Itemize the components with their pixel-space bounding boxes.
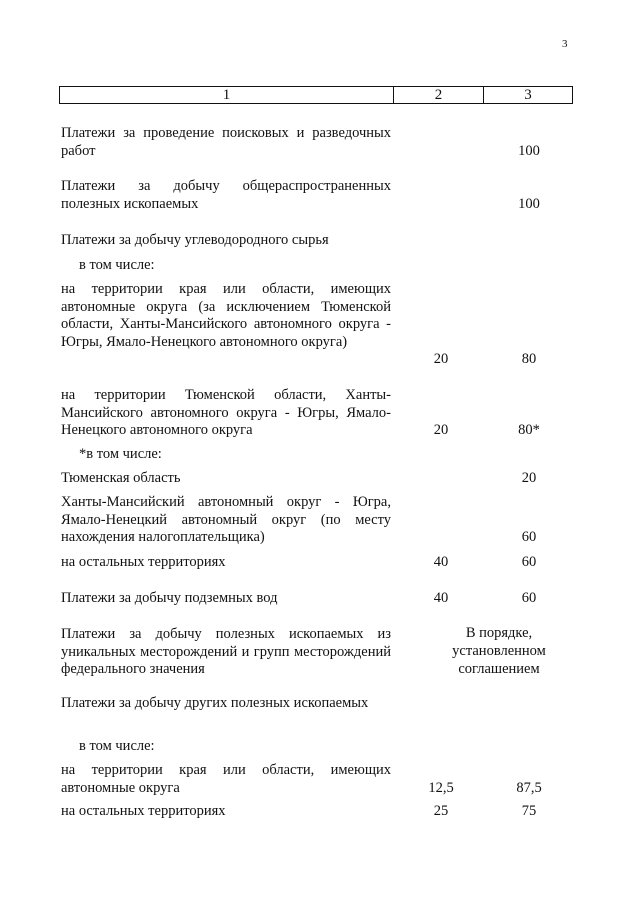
row-col3: 80* [518,422,540,438]
row-col3: 60 [521,590,537,606]
row-label: в том числе: [79,257,155,273]
header-col-3: 3 [524,87,532,103]
row-col2: 40 [433,554,449,570]
row-label: на остальных территориях [61,554,226,570]
row-label: на территории Тюменской области, Ханты-Мансийского автономного округа - Югры, Ямало-Ненецкого автономного округа [61,387,391,438]
header-col-1: 1 [60,87,394,103]
row-col3: 75 [521,803,537,819]
row-label: Платежи за добычу общераспространенных полезных ископаемых [61,178,391,212]
header-col-2: 2 [394,87,484,103]
row-col3: 80 [521,351,537,367]
row-col2: 20 [433,422,449,438]
row-col3: 60 [521,529,537,545]
table-header [59,86,573,104]
page-number: 3 [562,38,568,50]
row-col3: 100 [518,142,540,159]
row-merged-value: В порядке, установленном соглашением [452,625,546,677]
row-label: Платежи за проведение поисковых и разведочных работ [61,125,391,159]
row-label: Платежи за добычу других полезных ископаемых [61,695,369,711]
row-col3: 87,5 [516,779,542,796]
row-label: Ханты-Мансийский автономный округ - Югра, Ямало-Ненецкий автономный округ (по месту нахождения налогоплательщика) [61,494,391,545]
row-col3: 60 [521,554,537,570]
row-label: Тюменская область [61,470,181,486]
row-label: на остальных территориях [61,803,226,819]
row-label: Платежи за добычу полезных ископаемых из уникальных месторождений и групп месторождений федерального значения [61,626,391,677]
row-label: Платежи за добычу углеводородного сырья [61,232,329,248]
row-label: на территории края или области, имеющих автономные округа (за исключением Тюменской области, Ханты-Мансийского автономного округа - Югры, Ямало-Ненецкого автономного округа) [61,281,391,350]
row-col3: 100 [518,195,540,212]
row-label: *в том числе: [79,446,162,462]
row-col2: 40 [433,590,449,606]
row-label: Платежи за добычу подземных вод [61,590,278,606]
row-label: на территории края или области, имеющих автономные округа [61,762,391,796]
row-col2: 20 [433,351,449,367]
row-col3: 20 [521,470,537,486]
row-label: в том числе: [79,738,155,754]
row-col2: 12,5 [428,779,454,796]
row-col2: 25 [433,803,449,819]
